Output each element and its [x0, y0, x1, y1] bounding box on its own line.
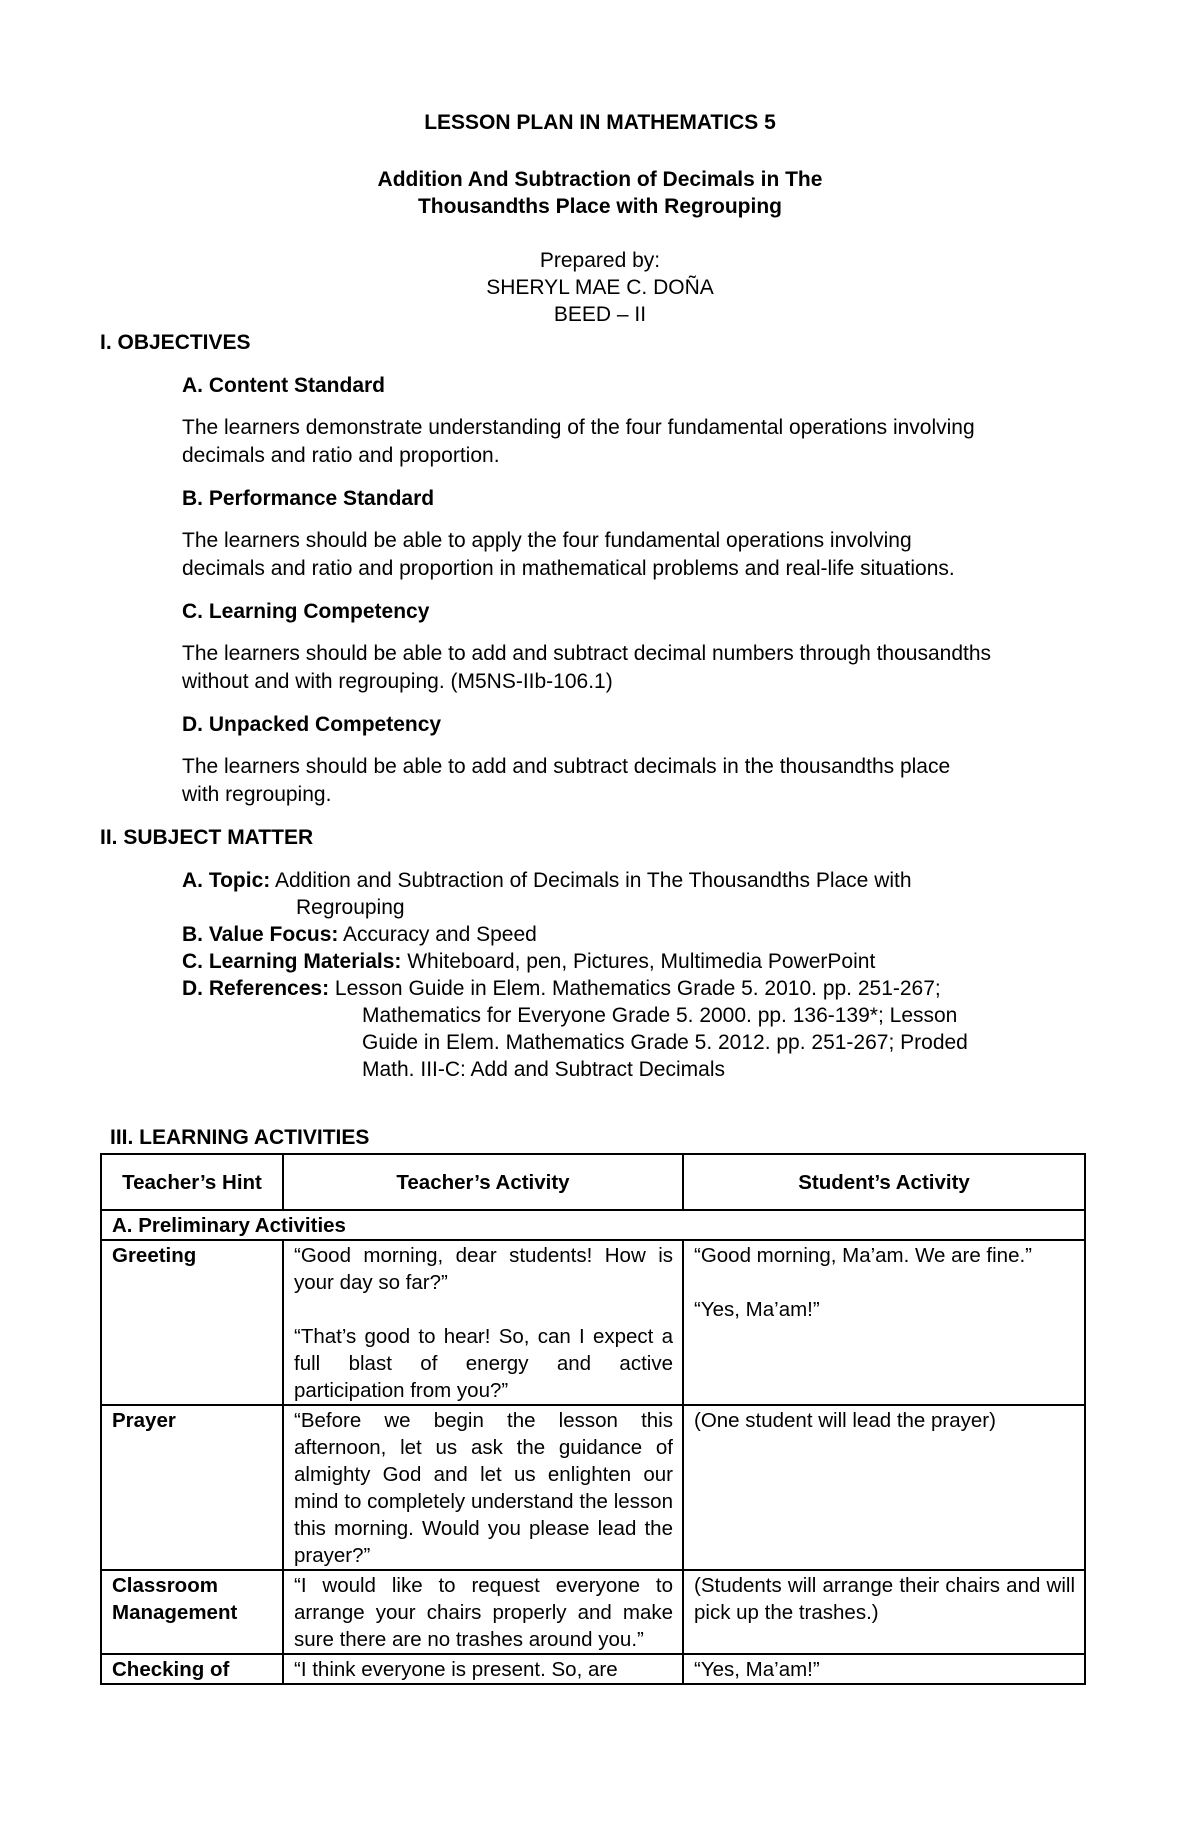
learning-activities-heading: III. LEARNING ACTIVITIES [110, 1126, 370, 1149]
objectives-heading: I. OBJECTIVES [100, 331, 251, 354]
content-standard-line: The learners demonstrate understanding of the four fundamental operations involving [182, 416, 975, 439]
references-row [182, 975, 1082, 1002]
column-header-teacher-activity: Teacher’s Activity [283, 1154, 683, 1210]
table-row [101, 1654, 1085, 1684]
hint-classroom-management: Classroom Management [101, 1570, 283, 1654]
teacher-activity-cell [283, 1240, 683, 1405]
author-name: SHERYL MAE C. DOÑA [486, 276, 714, 299]
unpacked-competency-line: with regrouping. [182, 782, 332, 806]
column-header-hint: Teacher’s Hint [101, 1154, 283, 1210]
prepared-by-label: Prepared by: [539, 249, 661, 272]
topic-text: Addition and Subtraction of Decimals in The Thousandths Place with [270, 869, 912, 892]
teacher-activity-text: “I would like to request everyone to arrange your chairs properly and make sure there are no trashes around you.” [283, 1570, 683, 1654]
unpacked-competency-heading: D. Unpacked Competency [182, 713, 442, 736]
materials-text: Whiteboard, pen, Pictures, Multimedia PowerPoint [401, 950, 876, 973]
section-label: A. Preliminary Activities [101, 1210, 1085, 1240]
teacher-activity-text: “Before we begin the lesson this afternoon, let us ask the guidance of almighty God and let us enlighten our mind to completely understand the lesson this morning. Would you please lead the prayer?” [283, 1405, 683, 1570]
document-title: LESSON PLAN IN MATHEMATICS 5 [424, 111, 776, 134]
content-standard-line: decimals and ratio and proportion. [182, 443, 500, 467]
table-row [101, 1405, 1085, 1570]
student-activity-text: (One student will lead the prayer) [683, 1405, 1085, 1570]
hint-prayer: Prayer [101, 1405, 283, 1570]
unpacked-competency-text [182, 753, 1102, 808]
hint-greeting: Greeting [101, 1240, 283, 1405]
materials-label: C. Learning Materials: [182, 950, 402, 973]
learning-activities-table [100, 1153, 1086, 1685]
value-focus-label: B. Value Focus: [182, 923, 339, 946]
student-activity-text: “Good morning, Ma’am. We are fine.” [694, 1244, 1032, 1267]
student-activity-text: “Yes, Ma’am!” [683, 1654, 1085, 1684]
hint-checking: Checking of [101, 1654, 283, 1684]
learning-competency-heading: C. Learning Competency [182, 600, 430, 623]
performance-standard-line: The learners should be able to apply the four fundamental operations involving [182, 529, 912, 552]
teacher-activity-text: “I think everyone is present. So, are [283, 1654, 683, 1684]
references-label: D. References: [182, 977, 330, 1000]
references-text-continued: Guide in Elem. Mathematics Grade 5. 2012. pp. 251-267; Proded [362, 1031, 968, 1054]
learning-competency-line: The learners should be able to add and subtract decimal numbers through thousandths [182, 642, 992, 665]
references-text-continued: Mathematics for Everyone Grade 5. 2000. pp. 136-139*; Lesson [362, 1004, 958, 1027]
student-activity-text: (Students will arrange their chairs and will pick up the trashes.) [683, 1570, 1085, 1654]
teacher-activity-text: “That’s good to hear! So, can I expect a full blast of energy and active participation from you?” [294, 1325, 673, 1402]
table-header-row [101, 1154, 1085, 1210]
performance-standard-heading: B. Performance Standard [182, 487, 435, 510]
value-focus-text: Accuracy and Speed [338, 923, 537, 946]
learning-competency-line: without and with regrouping. (M5NS-IIb-106.1) [182, 669, 613, 693]
performance-standard-text [182, 527, 1102, 582]
performance-standard-line: decimals and ratio and proportion in mathematical problems and real-life situations. [182, 556, 955, 580]
section-row [101, 1210, 1085, 1240]
lesson-subtitle-line2: Thousandths Place with Regrouping [417, 195, 782, 218]
column-header-student-activity: Student’s Activity [683, 1154, 1085, 1210]
unpacked-competency-line: The learners should be able to add and subtract decimals in the thousandths place [182, 755, 951, 778]
materials-row [182, 948, 1082, 975]
table-row [101, 1570, 1085, 1654]
content-standard-heading: A. Content Standard [182, 374, 385, 397]
value-focus-row [182, 921, 1082, 948]
teacher-activity-text: “Good morning, dear students! How is your day so far?” [294, 1244, 673, 1294]
content-standard-text [182, 414, 1102, 469]
student-activity-cell [683, 1240, 1085, 1405]
table-row [101, 1240, 1085, 1405]
student-activity-text: “Yes, Ma’am!” [694, 1298, 820, 1321]
course-label: BEED – II [553, 303, 647, 326]
topic-row [182, 867, 1082, 894]
lesson-subtitle-line1: Addition And Subtraction of Decimals in The [377, 168, 823, 191]
topic-label: A. Topic: [182, 869, 271, 892]
references-text-continued: Math. III-C: Add and Subtract Decimals [362, 1058, 725, 1081]
subject-matter-heading: II. SUBJECT MATTER [100, 826, 314, 849]
topic-text-continued: Regrouping [296, 896, 405, 919]
references-text: Lesson Guide in Elem. Mathematics Grade 5. 2010. pp. 251-267; [329, 977, 941, 1000]
learning-competency-text [182, 640, 1102, 695]
